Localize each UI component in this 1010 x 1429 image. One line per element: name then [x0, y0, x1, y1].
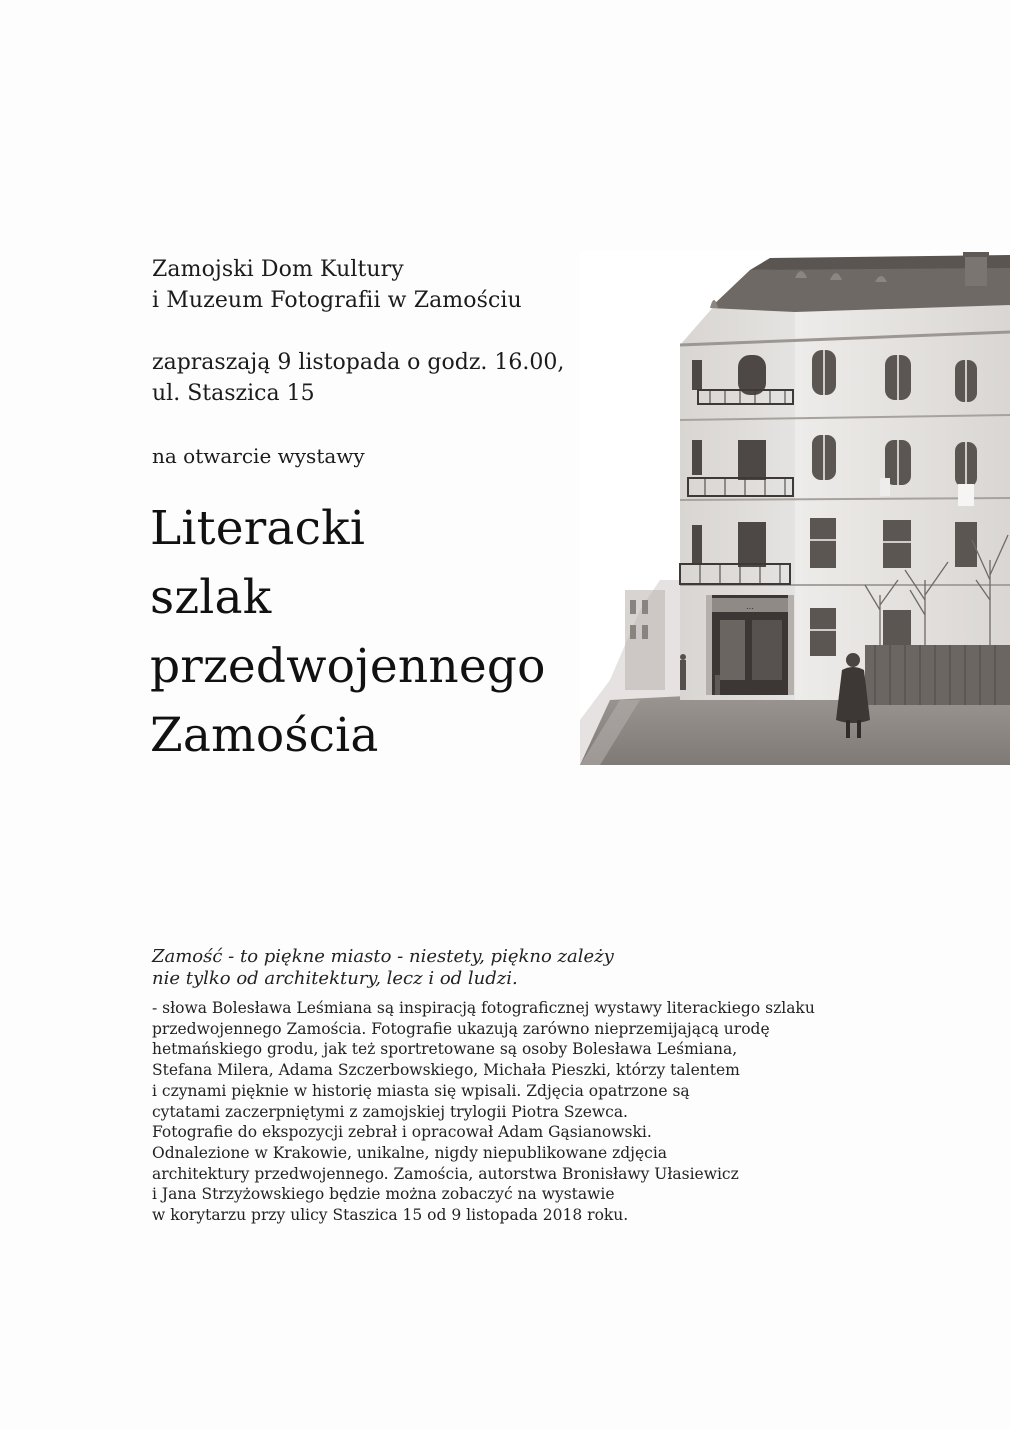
organizer-line-1: Zamojski Dom Kultury: [152, 257, 404, 282]
description-line: przedwojennego Zamościa. Fotografie ukazują zarówno nieprzemijającą urodę: [152, 1019, 770, 1038]
vintage-building-photo: [580, 250, 1010, 765]
description-line: cytatami zaczerpniętymi z zamojskiej trylogii Piotra Szewca.: [152, 1102, 628, 1121]
opening-text: na otwarcie wystawy: [152, 444, 365, 468]
title-line-2: szlak: [150, 570, 272, 625]
invitation-date-line: zapraszają 9 listopada o godz. 16.00,: [152, 350, 565, 375]
organizers-heading: [152, 254, 522, 316]
invitation-address-line: ul. Staszica 15: [152, 381, 315, 406]
title-line-1: Literacki: [150, 501, 366, 556]
description-line: - słowa Bolesława Leśmiana są inspiracją fotograficznej wystawy literackiego szlaku: [152, 999, 815, 1017]
description-line: Odnalezione w Krakowie, unikalne, nigdy niepublikowane zdjęcia: [152, 1143, 668, 1162]
title-line-3: przedwojennego: [150, 639, 546, 694]
quote-line-2: nie tylko od architektury, lecz i od ludzi.: [152, 968, 518, 989]
description-line: i czynami pięknie w historię miasta się wpisali. Zdjęcia opatrzone są: [152, 1081, 690, 1100]
building-photo-drawing: [580, 250, 1010, 765]
lesmian-quote: [152, 946, 614, 990]
exhibition-title: [150, 494, 546, 770]
shop-sign-text: …: [746, 602, 754, 611]
organizer-line-2: i Muzeum Fotografii w Zamościu: [152, 288, 522, 313]
quote-line-1: Zamość - to piękne miasto - niestety, piękno zależy: [152, 946, 614, 967]
description-line: Stefana Milera, Adama Szczerbowskiego, Michała Pieszki, którzy talentem: [152, 1061, 740, 1080]
invitation-details: [152, 347, 564, 409]
description-line: hetmańskiego grodu, jak też sportretowane są osoby Bolesława Leśmiana,: [152, 1040, 738, 1059]
description-line: Fotografie do ekspozycji zebrał i opracował Adam Gąsianowski.: [152, 1123, 652, 1142]
description-line: w korytarzu przy ulicy Staszica 15 od 9 listopada 2018 roku.: [152, 1206, 629, 1225]
exhibition-description: [152, 998, 932, 1226]
title-line-4: Zamościa: [150, 708, 379, 763]
description-line: architektury przedwojennego. Zamościa, autorstwa Bronisławy Ułasiewicz: [152, 1164, 739, 1183]
description-line: i Jana Strzyżowskiego będzie można zobaczyć na wystawie: [152, 1185, 615, 1204]
